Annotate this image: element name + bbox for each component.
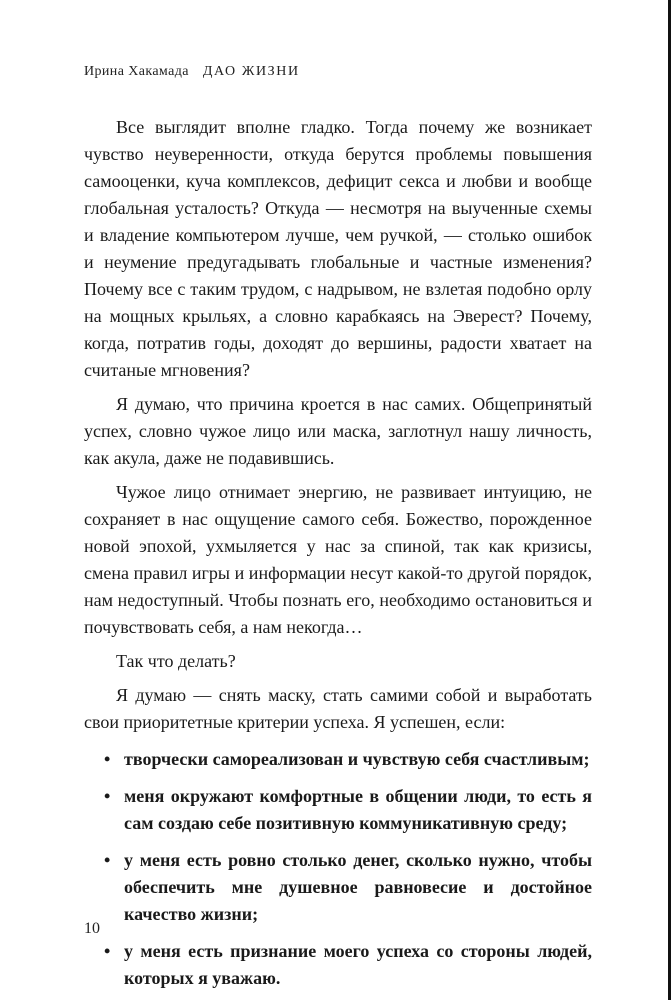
paragraph: Я думаю — снять маску, стать самими собой и выработать свои приоритетные критерии успеха. Я успешен, если: — [84, 685, 592, 732]
paragraph: Все выглядит вполне гладко. Тогда почему же возникает чувство неуверенности, откуда берутся проблемы повышения самооценки, куча комплексов, дефицит секса и любви и вообще глобальная усталость? Откуда — несмотря на выученные схемы и владение компьютером лучше, чем ручкой, — столько ошибок и неумение предугадывать глобальные и частные изменения? Почему все с таким трудом, с надрывом, не взлетая подобно орлу на мощных крыльях, а словно карабкаясь на Эверест? Почему, когда, потратив годы, доходят до вершины, радости хватает на считаные мгновения? — [84, 117, 592, 380]
list-item-text: меня окружают комфортные в общении люди, то есть я сам создаю себе позитивную коммуникативную среду; — [124, 786, 592, 833]
paragraph: Я думаю, что причина кроется в нас самих. Общепринятый успех, словно чужое лицо или маска, заглотнул нашу личность, как акула, даже не подавившись. — [84, 394, 592, 468]
running-header — [84, 64, 300, 80]
paragraph: Так что делать? — [116, 651, 236, 671]
page-body — [84, 114, 592, 1002]
list-item — [84, 746, 592, 773]
paragraph: Чужое лицо отнимает энергию, не развивает интуицию, не сохраняет в нас ощущение самого себя. Божество, порожденное новой эпохой, ухмыляется у нас за спиной, так как кризисы, смена правил игры и информации несут какой-то другой порядок, нам недоступный. Чтобы познать его, необходимо остановиться и почувствовать себя, а нам некогда… — [84, 482, 592, 637]
list-item — [84, 783, 592, 837]
list-item-text: творчески самореализован и чувствую себя счастливым; — [124, 749, 590, 769]
bullet-icon: • — [104, 850, 111, 870]
header-author: Ирина Хакамада — [84, 64, 189, 79]
bullet-icon: • — [104, 749, 111, 769]
list-item — [84, 847, 592, 928]
header-book-title: ДАО ЖИЗНИ — [202, 64, 300, 79]
bullet-icon: • — [104, 941, 111, 961]
bullet-icon: • — [104, 786, 111, 806]
list-item-text: у меня есть признание моего успеха со стороны людей, которых я уважаю. — [124, 941, 592, 988]
list-item-text: у меня есть ровно столько денег, сколько нужно, чтобы обеспечить мне душевное равновесие и достойное качество жизни; — [124, 850, 592, 924]
page-number: 10 — [84, 920, 100, 937]
list-item — [84, 938, 592, 992]
success-criteria-list — [84, 746, 592, 992]
